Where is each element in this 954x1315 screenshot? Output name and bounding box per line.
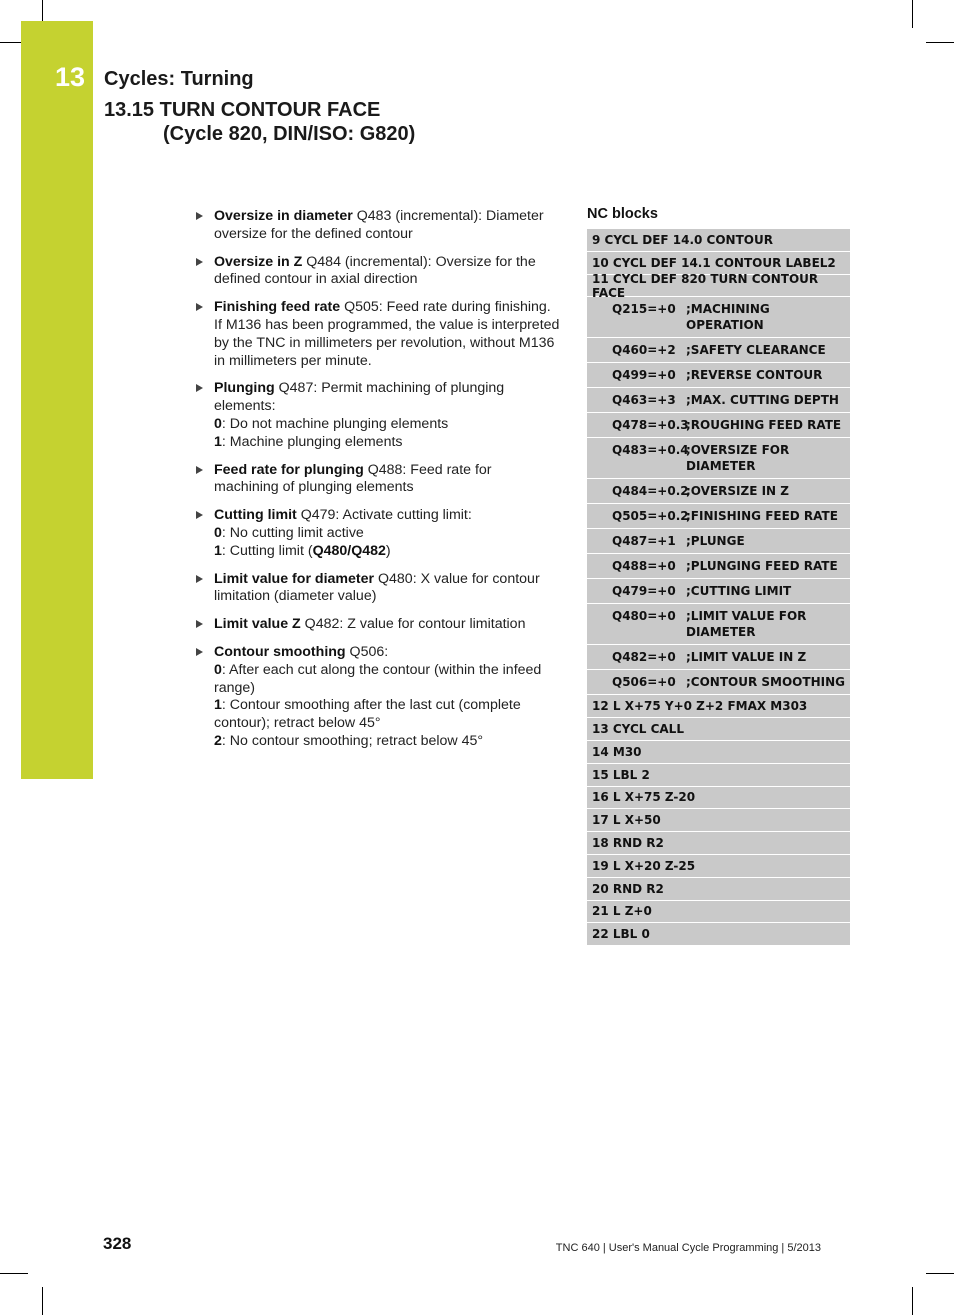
option-key: 0 [214,524,222,541]
nc-block-row [587,718,850,740]
chapter-number: 13 [55,62,86,92]
nc-parameter-comment: ;OVERSIZE IN Z [686,484,789,499]
parameter-description [214,571,560,607]
parameter-text: Q479: Activate cutting limit: [296,507,472,524]
parameter-description [214,616,560,634]
parameter-option [214,525,560,543]
page-number: 328 [103,1234,132,1253]
crop-mark [912,0,913,28]
nc-block-row [587,809,850,831]
nc-parameter-code: Q499=+0 [612,368,676,383]
parameter-text: Q484 (incremental): Oversize for the defined contour in axial direction [214,253,536,288]
parameter-item [195,616,560,634]
nc-parameter-row [587,413,850,437]
nc-parameter-comment: ;SAFETY CLEARANCE [686,343,826,358]
parameter-description [214,380,560,416]
nc-block-text: 17 L X+50 [592,813,661,828]
nc-blocks-heading: NC blocks [587,206,658,222]
parameter-label: Plunging [214,380,275,397]
bullet-arrow-icon [196,384,203,392]
bullet-arrow-icon [196,511,203,519]
parameter-label: Cutting limit [214,507,297,524]
parameter-text: Q505: Feed rate during finishing. If M136 has been programmed, the value is interpreted by the TNC in millimeters per revolution, without M136 in millimeters per minute. [214,299,560,369]
nc-parameter-row [587,670,850,694]
nc-block-row [587,252,850,274]
option-text: : Machine plunging elements [221,433,403,450]
parameter-option [214,543,560,561]
parameter-label: Oversize in diameter [214,208,353,224]
nc-parameter-comment: ;MACHINING OPERATION [686,302,770,333]
parameter-description [214,254,560,290]
nc-parameter-comment: ;FINISHING FEED RATE [686,509,838,524]
nc-parameter-row [587,479,850,503]
bullet-arrow-icon [196,212,203,220]
nc-block-row [587,832,850,854]
nc-parameter-row [587,645,850,669]
nc-parameter-code: Q487=+1 [612,534,676,549]
parameter-text: Q483 (incremental): Diameter oversize for the defined contour [214,208,544,242]
parameter-option [214,697,560,733]
nc-parameter-code: Q482=+0 [612,650,676,665]
nc-parameter-code: Q215=+0 [612,302,676,317]
bullet-arrow-icon [196,303,203,311]
nc-parameter-code: Q505=+0.2 [612,509,689,524]
parameter-description [214,462,560,498]
option-key: 1 [214,433,222,450]
nc-block-text: 12 L X+75 Y+0 Z+2 FMAX M303 [592,699,808,714]
section-title-line1: 13.15 TURN CONTOUR FACE [104,99,381,121]
nc-parameter-code: Q478=+0.3 [612,418,689,433]
nc-block-text: 19 L X+20 Z-25 [592,858,696,873]
nc-block-row [587,695,850,717]
parameter-item [195,462,560,498]
nc-block-row [587,878,850,900]
parameter-label: Limit value Z [214,616,301,633]
nc-parameter-code: Q460=+2 [612,343,676,358]
option-text: : After each cut along the contour (within the infeed range) [214,661,542,696]
parameter-label: Contour smoothing [214,643,346,660]
nc-parameter-code: Q488=+0 [612,559,676,574]
nc-block-row [587,764,850,786]
nc-parameter-comment: ;LIMIT VALUE IN Z [686,650,807,665]
parameter-option [214,416,560,434]
option-text: : No contour smoothing; retract below 45° [221,732,484,749]
nc-parameter-comment: ;REVERSE CONTOUR [686,368,823,383]
nc-block-text: 20 RND R2 [592,881,664,896]
nc-block-text: 22 LBL 0 [592,927,650,942]
parameter-text: Q482: Z value for contour limitation [300,616,526,633]
nc-block-row [587,855,850,877]
nc-parameter-row [587,297,850,337]
nc-parameter-code: Q463=+3 [612,393,676,408]
nc-block-text: 13 CYCL CALL [592,722,684,737]
parameter-description [214,208,560,244]
option-text: : No cutting limit active [221,524,364,541]
nc-block-row [587,271,850,300]
nc-parameter-code: Q483=+0.4 [612,443,689,458]
option-text: : Contour smoothing after the last cut (complete contour); retract below 45° [214,697,521,732]
nc-parameter-comment: ;CONTOUR SMOOTHING [686,675,845,690]
nc-parameter-row [587,338,850,362]
footer-text: TNC 640 | User's Manual Cycle Programming | 5/2013 [555,1242,821,1254]
chapter-title: Cycles: Turning [104,68,254,90]
nc-block-row [587,229,850,251]
nc-blocks-table [587,229,850,946]
nc-parameter-comment: ;LIMIT VALUE FOR DIAMETER [686,609,807,640]
parameter-option [214,662,560,698]
crop-mark [42,1287,43,1315]
nc-parameter-row [587,438,850,478]
option-key: 1 [214,697,222,714]
parameter-item [195,254,560,290]
option-key: 0 [214,661,222,678]
parameter-item [195,380,560,451]
nc-parameter-code: Q506=+0 [612,675,676,690]
nc-parameter-code: Q484=+0.2 [612,484,689,499]
nc-parameter-comment: ;CUTTING LIMIT [686,584,792,599]
option-bold-ref: Q480/Q482 [312,542,386,559]
parameter-label: Feed rate for plunging [214,461,364,478]
nc-block-text: 11 CYCL DEF 820 TURN CONTOUR FACE [592,271,819,300]
nc-parameter-comment: ;OVERSIZE FOR DIAMETER [686,443,790,474]
parameter-description [214,644,560,662]
parameter-list [195,208,560,761]
parameter-description [214,299,560,370]
bullet-arrow-icon [196,258,203,266]
option-tail: ) [385,542,391,559]
parameter-label: Finishing feed rate [214,299,341,316]
nc-parameter-row [587,388,850,412]
nc-block-row [587,787,850,809]
bullet-arrow-icon [196,648,203,656]
option-key: 1 [214,542,222,559]
chapter-tab [21,21,93,779]
crop-mark [926,42,954,43]
nc-parameter-row [587,579,850,603]
parameter-text: Q506: [345,643,389,660]
nc-block-text: 9 CYCL DEF 14.0 CONTOUR [592,232,773,247]
nc-block-text: 15 LBL 2 [592,767,650,782]
parameter-item [195,644,560,751]
parameter-option [214,733,560,751]
crop-mark [926,1273,954,1274]
parameter-item [195,208,560,244]
parameter-label: Oversize in Z [214,253,303,270]
parameter-text: Q488: Feed rate for machining of plunging elements [214,461,492,496]
parameter-description [214,507,560,525]
nc-block-row [587,901,850,923]
crop-mark [0,1273,28,1274]
option-text: : Do not machine plunging elements [221,415,449,432]
nc-parameter-row [587,554,850,578]
bullet-arrow-icon [196,575,203,583]
nc-block-text: 16 L X+75 Z-20 [592,790,696,805]
nc-block-text: 18 RND R2 [592,836,664,851]
nc-block-text: 14 M30 [592,744,642,759]
parameter-text: Q480: X value for contour limitation (diameter value) [214,570,540,605]
parameter-item [195,571,560,607]
option-key: 2 [214,732,222,749]
nc-block-row [587,741,850,763]
option-text: : Cutting limit ( [221,542,313,559]
nc-parameter-row [587,529,850,553]
parameter-label: Limit value for diameter [214,570,375,587]
nc-parameter-comment: ;MAX. CUTTING DEPTH [686,393,839,408]
nc-parameter-code: Q479=+0 [612,584,676,599]
nc-parameter-code: Q480=+0 [612,609,676,624]
nc-parameter-comment: ;ROUGHING FEED RATE [686,418,842,433]
nc-block-text: 10 CYCL DEF 14.1 CONTOUR LABEL2 [592,255,836,270]
nc-parameter-comment: ;PLUNGE [686,534,745,549]
parameter-option [214,434,560,452]
nc-block-row [587,923,850,945]
nc-block-text: 21 L Z+0 [592,904,652,919]
crop-mark [912,1287,913,1315]
bullet-arrow-icon [196,466,203,474]
nc-parameter-row [587,363,850,387]
parameter-item [195,299,560,370]
option-key: 0 [214,415,222,432]
nc-parameter-row [587,604,850,644]
section-title-line2: (Cycle 820, DIN/ISO: G820) [163,123,416,145]
parameter-item [195,507,560,560]
parameter-text: Q487: Permit machining of plunging elements: [214,380,505,415]
section-title [104,98,415,146]
nc-parameter-row [587,504,850,528]
nc-parameter-comment: ;PLUNGING FEED RATE [686,559,838,574]
bullet-arrow-icon [196,620,203,628]
